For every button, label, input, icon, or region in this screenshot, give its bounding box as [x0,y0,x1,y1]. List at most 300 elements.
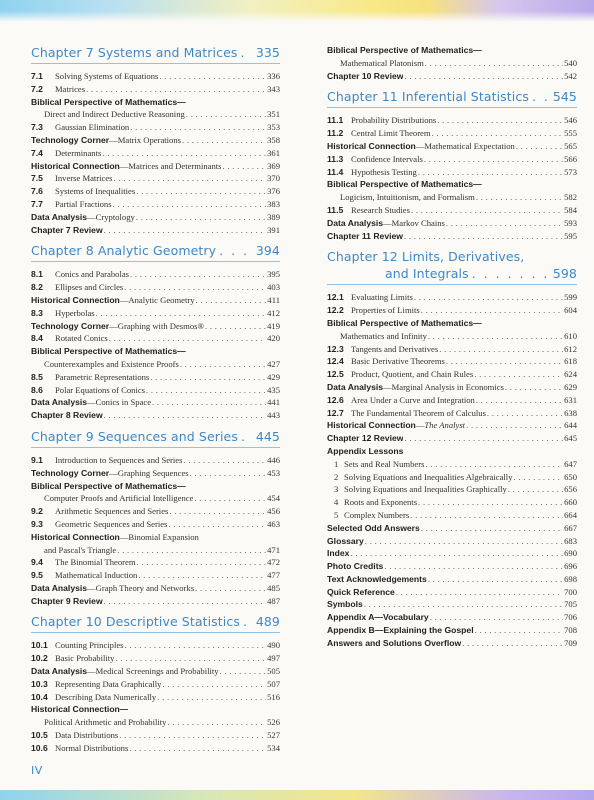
toc-left-column [31,44,280,755]
toc-entry[interactable] [31,294,280,307]
appendix-number: 1 [334,458,339,469]
toc-entry[interactable] [327,368,577,381]
entry-page: 353 [267,122,280,133]
toc-entry[interactable] [327,458,577,471]
toc-entry[interactable] [31,595,280,608]
toc-entry[interactable] [31,396,280,409]
toc-entry[interactable] [31,665,280,678]
dot-leader [136,211,266,224]
entry-page: 463 [267,518,280,529]
dot-leader [432,127,564,140]
entry-page: 472 [267,557,280,568]
entry-title: Polar Equations of Conics [55,384,145,395]
feature-label: Data Analysis [327,217,384,228]
lesson-number: 8.1 [31,269,43,280]
entry-page: 411 [267,294,280,305]
toc-entry[interactable] [31,716,280,729]
entry-title: Introduction to Sequences and Series [55,454,183,465]
toc-entry[interactable] [31,639,280,652]
toc-entry[interactable] [31,409,280,422]
feature-topic: —Conics in Space [87,397,152,408]
dot-leader [414,291,563,304]
entry-page: 593 [564,217,577,228]
lesson-number: 8.2 [31,282,43,293]
entry-page: 427 [267,358,280,369]
entry-title: Geometric Sequences and Series [55,518,168,529]
toc-entry[interactable] [327,432,577,445]
toc-entry[interactable] [31,268,280,281]
dot-leader [476,191,563,204]
toc-entry[interactable] [327,114,577,127]
entry-title [327,419,465,432]
entry-title: Photo Credits [327,561,384,572]
lesson-number: 8.5 [31,371,43,382]
lesson-number: 10.5 [31,730,48,741]
dot-leader [86,83,266,96]
toc-entry[interactable] [327,127,577,140]
dot-leader [476,394,563,407]
entry-title: Partial Fractions [55,198,112,209]
entry-title: Probability Distributions [351,115,437,126]
toc-entry[interactable] [31,544,280,557]
entry-title: Conics and Parabolas [55,269,129,280]
entry-title: Glossary [327,535,364,546]
back-matter-entry[interactable] [327,611,577,624]
toc-entry[interactable] [327,355,577,368]
entry-title: Text Acknowledgements [327,573,427,584]
feature-label: Chapter 7 Review [31,224,103,235]
lesson-number: 9.4 [31,557,43,568]
feature-label: Technology Corner [31,320,110,331]
entry-title: Data Distributions [55,730,119,741]
entry-page: 516 [267,691,280,702]
dot-leader [241,44,253,61]
lesson-number: 12.3 [327,343,344,354]
chapter-title-line2 [327,265,577,282]
entry-page: 343 [267,83,280,94]
toc-entry[interactable] [31,582,280,595]
dot-leader [365,535,563,548]
entry-page: 660 [564,497,577,508]
entry-page: 429 [267,371,280,382]
lesson-number: 12.1 [327,292,344,303]
toc-entry[interactable] [327,419,577,432]
feature-label: Data Analysis [31,211,88,222]
lesson-number: 12.6 [327,394,344,405]
toc-entry[interactable] [31,492,280,505]
toc-subheading [327,178,577,191]
subheading-text: Historical Connection— [31,704,129,715]
toc-entry[interactable] [327,330,577,343]
toc-entry[interactable] [31,108,280,121]
entry-page: 471 [267,544,280,555]
entry-title: The Binomial Theorem [55,557,136,568]
entry-page: 370 [267,173,280,184]
dot-leader [421,304,563,317]
entry-page: 383 [267,198,280,209]
back-matter-entry[interactable] [327,598,577,611]
entry-page: 698 [564,573,577,584]
dot-leader [115,652,266,665]
entry-page: 631 [564,394,577,405]
entry-page: 526 [267,717,280,728]
entry-title: Systems of Inequalities [55,186,136,197]
entry-page: 566 [564,153,577,164]
chapter-page: 545 [552,89,577,105]
subheading-text: Biblical Perspective of Mathematics— [327,45,482,55]
dot-leader [169,505,266,518]
toc-entry[interactable] [327,483,577,496]
toc-entry[interactable] [327,57,577,70]
entry-title: Parametric Representations [55,371,150,382]
feature-topic: —Matrix Operations [109,134,181,145]
lesson-number: 7.2 [31,83,43,94]
toc-entry[interactable] [31,531,280,544]
entry-title: Inverse Matrices [55,173,113,184]
chapter-page: 394 [255,243,280,259]
chapter-heading[interactable] [31,613,280,633]
entry-page: 595 [564,230,577,241]
entry-title: Symbols [327,599,363,610]
toc-entry[interactable] [31,307,280,320]
lesson-number: 7.7 [31,198,43,209]
entry-title: Matrices [55,83,86,94]
entry-title: Properties of Limits [351,305,420,316]
entry-title: Product, Quotient, and Chain Rules [351,369,474,380]
entry-title: Roots and Exponents [344,497,418,508]
back-matter-entry[interactable] [327,624,577,637]
toc-subheading [31,96,280,109]
feature-label: Chapter 8 Review [31,410,103,421]
dot-leader [130,121,266,134]
entry-title: Rotated Conics [55,333,108,344]
dot-leader [424,153,563,166]
entry-page: 612 [564,343,577,354]
lesson-number: 10.6 [31,742,48,753]
entry-page: 708 [564,625,577,636]
toc-entry[interactable] [31,652,280,665]
chapter-title: Chapter 11 Inferential Statistics [327,89,529,105]
feature-label: Data Analysis [31,666,88,677]
feature-topic: —Cryptology [87,211,135,222]
dot-leader [180,358,266,371]
lesson-number: 11.4 [327,166,344,177]
toc-entry[interactable] [327,153,577,166]
entry-title [327,230,403,243]
chapter-heading[interactable] [31,242,280,262]
dot-leader [425,57,563,70]
dot-leader [186,108,266,121]
toc-entry[interactable] [31,454,280,467]
feature-label: Technology Corner [31,134,110,145]
toc-entry[interactable] [327,70,577,83]
dot-leader [404,230,563,243]
dot-leader [410,509,563,522]
toc-entry[interactable] [31,147,280,160]
dot-leader [194,492,266,505]
entry-title: Selected Odd Answers [327,522,420,533]
toc-entry[interactable] [327,230,577,243]
toc-entry[interactable] [327,407,577,420]
entry-page: 624 [564,369,577,380]
feature-topic: — [415,420,425,431]
entry-title [31,224,103,237]
back-matter-entry[interactable] [327,547,577,560]
toc-entry[interactable] [31,160,280,173]
entry-title: Counterexamples and Existence Proofs [44,358,179,369]
dot-leader [418,496,563,509]
entry-title [31,665,219,678]
toc-subheading [327,44,577,57]
dot-leader [421,522,563,535]
entry-page: 490 [267,640,280,651]
dot-leader [219,242,253,259]
dot-leader [437,114,563,127]
lesson-number: 10.3 [31,678,48,689]
dot-leader [532,88,550,105]
feature-label: Technology Corner [31,467,110,478]
lesson-number: 8.4 [31,333,43,344]
toc-entry[interactable] [31,172,280,185]
dot-leader [472,265,550,282]
feature-topic: —Graphing with Desmos® [109,320,205,331]
entry-page: 573 [564,166,577,177]
entry-title: Quick Reference [327,586,395,597]
dot-leader [168,518,266,531]
feature-label: Chapter 12 Review [327,433,404,444]
toc-entry[interactable] [31,505,280,518]
dot-leader [190,467,266,480]
dot-leader [157,691,266,704]
dot-leader [404,70,563,83]
dot-leader [182,134,266,147]
dot-leader [104,224,266,237]
entry-page: 395 [267,269,280,280]
entry-title: Political Arithmetic and Probability [44,717,167,728]
toc-entry[interactable] [31,518,280,531]
entry-page: 664 [564,509,577,520]
feature-label: Historical Connection [31,294,120,305]
feature-label: Historical Connection [327,140,416,151]
lesson-number: 9.5 [31,570,43,581]
toc-subheading [31,345,280,358]
feature-topic: —Markov Chains [383,217,445,228]
entry-page: 667 [564,522,577,533]
toc-entry[interactable] [31,185,280,198]
chapter-title: Chapter 7 Systems and Matrices [31,45,238,60]
feature-label: Chapter 11 Review [327,230,403,241]
dot-leader [152,396,266,409]
chapter-title: Chapter 10 Descriptive Statistics [31,614,240,630]
dot-leader [404,432,563,445]
toc-entry[interactable] [31,281,280,294]
dot-leader [124,281,266,294]
toc-entry[interactable] [327,291,577,304]
entry-title: Hypothesis Testing [351,166,417,177]
dot-leader [129,742,266,755]
entry-title: Basic Probability [55,653,115,664]
feature-topic: —Marginal Analysis in Economics [383,381,504,392]
entry-title [327,217,445,230]
lesson-number: 10.1 [31,640,48,651]
toc-entry[interactable] [327,394,577,407]
dot-leader [474,368,563,381]
toc-entry[interactable] [31,224,280,237]
dot-leader [364,598,563,611]
entry-page: 507 [267,678,280,689]
dot-leader [384,560,563,573]
toc-entry[interactable] [327,509,577,522]
entry-page: 485 [267,582,280,593]
entry-page: 389 [267,211,280,222]
feature-label: Data Analysis [31,582,88,593]
dot-leader [138,569,266,582]
entry-title [31,211,135,224]
dot-leader [241,428,253,445]
toc-entry[interactable] [31,134,280,147]
dot-leader [411,204,563,217]
feature-topic: —Graph Theory and Networks [87,582,195,593]
subheading-text: Biblical Perspective of Mathematics— [327,317,482,328]
dot-leader [114,172,267,185]
entry-title: Mathematics and Infinity [340,330,427,341]
toc-entry[interactable] [31,569,280,582]
toc-entry[interactable] [31,678,280,691]
entry-title: Tangents and Derivatives [351,343,439,354]
feature-topic: —Analytic Geometry [119,294,195,305]
appendix-number: 2 [334,471,339,482]
feature-label: Historical Connection [31,531,120,542]
entry-page: 705 [564,599,577,610]
toc-entry[interactable] [31,198,280,211]
entry-title [31,582,194,595]
entry-page: 453 [267,467,280,478]
toc-entry[interactable] [327,304,577,317]
entry-title: Confidence Intervals [351,153,423,164]
lesson-number: 12.2 [327,305,344,316]
dot-leader [196,294,267,307]
toc-entry[interactable] [327,217,577,230]
toc-entry[interactable] [327,204,577,217]
chapter-heading[interactable] [31,428,280,448]
subheading-text: Biblical Perspective of Mathematics— [31,346,186,357]
toc-entry[interactable] [31,320,280,333]
page-number: IV [31,764,43,777]
dot-leader [418,166,563,179]
toc-entry[interactable] [31,121,280,134]
toc-entry[interactable] [327,343,577,356]
chapter-heading[interactable] [327,248,577,285]
toc-entry[interactable] [327,191,577,204]
chapter-title: Chapter 9 Sequences and Series [31,428,238,444]
entry-title: Appendix A—Vocabulary [327,612,429,623]
toc-entry[interactable] [31,384,280,397]
toc-entry[interactable] [31,691,280,704]
feature-label: Data Analysis [327,381,384,392]
toc-entry[interactable] [327,496,577,509]
entry-title: Basic Derivative Theorems [351,356,445,367]
chapter-title: Chapter 12 Limits, Derivatives, [327,249,525,265]
entry-title [31,396,151,409]
toc-entry[interactable] [31,371,280,384]
chapter-heading[interactable] [31,44,280,64]
toc-entry[interactable] [327,381,577,394]
dot-leader [446,217,563,230]
entry-page: 412 [267,307,280,318]
chapter-page: 598 [552,266,577,282]
chapter-heading[interactable] [327,88,577,108]
entry-title [327,140,515,153]
back-matter-entry[interactable] [327,637,577,650]
dot-leader [104,409,266,422]
dot-leader [514,471,564,484]
toc-entry[interactable] [31,729,280,742]
entry-page: 420 [267,333,280,344]
chapter-page: 489 [255,614,280,630]
toc-entry[interactable] [31,467,280,480]
dot-leader [159,70,266,83]
entry-title: Gaussian Elimination [55,122,130,133]
dot-leader [516,140,563,153]
feature-topic-italic: The Analyst [424,420,466,431]
back-matter-entry[interactable] [327,535,577,548]
entry-page: 376 [267,186,280,197]
entry-page: 456 [267,506,280,517]
chapter-title: Chapter 8 Analytic Geometry [31,243,217,259]
entry-page: 629 [564,381,577,392]
back-matter-entry[interactable] [327,573,577,586]
toc-entry[interactable] [31,211,280,224]
back-matter-entry[interactable] [327,586,577,599]
entry-page: 487 [267,595,280,606]
lesson-number: 7.6 [31,186,43,197]
toc-entry[interactable] [31,332,280,345]
entry-title [31,320,204,333]
back-matter-entry[interactable] [327,522,577,535]
toc-entry[interactable] [31,358,280,371]
toc-entry[interactable] [31,83,280,96]
feature-topic: —Graphing Sequences [109,467,189,478]
subheading-text: Biblical Perspective of Mathematics— [31,96,186,107]
entry-page: 645 [564,433,577,444]
lesson-number: 7.1 [31,71,43,81]
toc-entry[interactable] [31,556,280,569]
entry-title: Counting Principles [55,640,124,651]
toc-entry[interactable] [327,471,577,484]
entry-title: Sets and Real Numbers [344,458,425,469]
dot-leader [425,458,563,471]
dot-leader [508,483,563,496]
entry-title [31,160,221,173]
back-matter-entry[interactable] [327,560,577,573]
entry-title: Determinants [55,147,102,158]
entry-title [31,531,199,544]
toc-subheading [327,445,577,458]
entry-page: 361 [267,147,280,158]
entry-title: Representing Data Graphically [55,678,162,689]
dot-leader [167,716,266,729]
lesson-number: 11.3 [327,153,344,164]
toc-entry[interactable] [327,166,577,179]
toc-entry[interactable] [31,70,280,83]
entry-title: Normal Distributions [55,742,129,753]
toc-entry[interactable] [31,742,280,755]
entry-title: Hyperbolas [55,307,95,318]
entry-title: Solving Systems of Equations [55,71,159,81]
lesson-number: 9.3 [31,518,43,529]
entry-title: Direct and Indirect Deductive Reasoning [44,109,185,120]
toc-entry[interactable] [327,140,577,153]
